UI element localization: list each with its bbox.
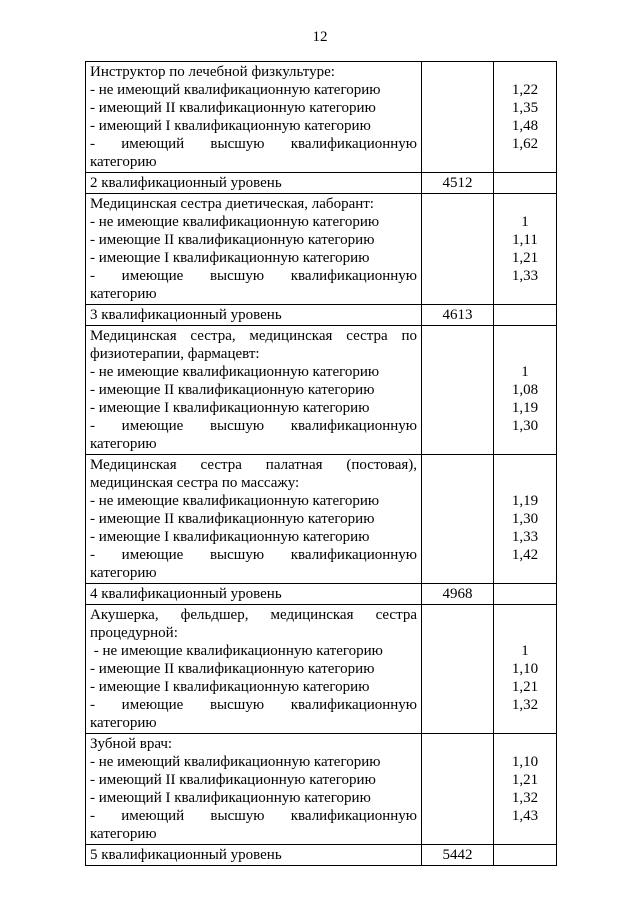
coefficient-line: 1,33 bbox=[511, 268, 539, 284]
text-line: - имеющий I квалификационную категорию bbox=[90, 118, 371, 134]
position-row bbox=[86, 455, 557, 584]
text-line: - не имеющий квалификационную категорию bbox=[90, 82, 381, 98]
coefficient-line bbox=[498, 195, 552, 213]
level-label: 2 квалификационный уровень bbox=[90, 175, 282, 191]
coefficient-line bbox=[498, 153, 552, 171]
coefficient-line bbox=[498, 606, 552, 624]
coefficient-line: 1,43 bbox=[511, 808, 539, 824]
table-body bbox=[86, 62, 557, 866]
amount-cell bbox=[422, 326, 494, 455]
text-line: - имеющий II квалификационную категорию bbox=[90, 772, 376, 788]
text-line: - имеющий I квалификационную категорию bbox=[90, 790, 371, 806]
text-line: процедурной: bbox=[90, 625, 178, 641]
text-line: - имеющие высшую квалификационную bbox=[90, 418, 417, 434]
level-row bbox=[86, 845, 557, 866]
coefficient-line bbox=[498, 345, 552, 363]
text-line: - имеющие I квалификационную категорию bbox=[90, 529, 370, 545]
text-line: - имеющий высшую квалификационную bbox=[90, 136, 417, 152]
coefficient-cell bbox=[494, 305, 557, 326]
amount-cell bbox=[422, 194, 494, 305]
position-row bbox=[86, 194, 557, 305]
coefficient-line: 1,33 bbox=[511, 529, 539, 545]
coefficient-line: 1,42 bbox=[511, 547, 539, 563]
coefficient-line bbox=[498, 435, 552, 453]
position-text-cell bbox=[86, 605, 422, 734]
position-row bbox=[86, 605, 557, 734]
text-line: - не имеющие квалификационную категорию bbox=[90, 214, 380, 230]
coefficient-line bbox=[498, 714, 552, 732]
coefficient-line: 1 bbox=[521, 364, 529, 380]
text-line: - имеющий II квалификационную категорию bbox=[90, 100, 376, 116]
amount-cell bbox=[422, 605, 494, 734]
text-line: - не имеющий квалификационную категорию bbox=[90, 754, 381, 770]
level-row bbox=[86, 584, 557, 605]
text-line: - имеющий высшую квалификационную bbox=[90, 808, 417, 824]
amount-value: 4613 bbox=[442, 307, 473, 323]
level-label-cell bbox=[86, 173, 422, 194]
position-row bbox=[86, 326, 557, 455]
text-line: Акушерка, фельдшер, медицинская сестра bbox=[90, 607, 417, 623]
coefficient-line: 1,10 bbox=[511, 754, 539, 770]
coefficient-line: 1,48 bbox=[511, 118, 539, 134]
text-line: категорию bbox=[90, 826, 157, 842]
coefficient-line: 1,21 bbox=[511, 679, 539, 695]
text-line: Медицинская сестра палатная (постовая), bbox=[90, 457, 417, 473]
coefficient-line: 1,32 bbox=[511, 790, 539, 806]
coefficient-line: 1,21 bbox=[511, 250, 539, 266]
coefficient-line: 1 bbox=[521, 643, 529, 659]
position-row bbox=[86, 734, 557, 845]
text-line: - имеющие II квалификационную категорию bbox=[90, 232, 375, 248]
text-line: - имеющие II квалификационную категорию bbox=[90, 382, 375, 398]
coefficient-line bbox=[498, 285, 552, 303]
coefficient-line: 1,10 bbox=[511, 661, 539, 677]
text-line: - имеющие I квалификационную категорию bbox=[90, 400, 370, 416]
coefficient-line bbox=[498, 456, 552, 474]
amount-value: 5442 bbox=[442, 847, 473, 863]
amount-cell bbox=[422, 173, 494, 194]
coefficient-line: 1,08 bbox=[511, 382, 539, 398]
coefficient-cell bbox=[494, 584, 557, 605]
amount-value: 4512 bbox=[442, 175, 473, 191]
coefficient-line bbox=[498, 474, 552, 492]
level-label-cell bbox=[86, 305, 422, 326]
amount-cell bbox=[422, 455, 494, 584]
coefficient-cell bbox=[494, 605, 557, 734]
coefficient-line: 1,22 bbox=[511, 82, 539, 98]
coefficient-line: 1,11 bbox=[512, 232, 538, 248]
text-line: Инструктор по лечебной физкультуре: bbox=[90, 64, 335, 80]
text-line: медицинская сестра по массажу: bbox=[90, 475, 300, 491]
text-line: - имеющие высшую квалификационную bbox=[90, 547, 417, 563]
amount-cell bbox=[422, 734, 494, 845]
text-line: - не имеющие квалификационную категорию bbox=[90, 643, 383, 659]
coefficient-line: 1,30 bbox=[511, 418, 539, 434]
coefficient-cell bbox=[494, 194, 557, 305]
level-label-cell bbox=[86, 845, 422, 866]
position-text-cell bbox=[86, 62, 422, 173]
text-line: категорию bbox=[90, 565, 157, 581]
text-line: категорию bbox=[90, 436, 157, 452]
text-line: категорию bbox=[90, 715, 157, 731]
position-text-cell bbox=[86, 194, 422, 305]
text-line: физиотерапии, фармацевт: bbox=[90, 346, 260, 362]
coefficient-cell bbox=[494, 734, 557, 845]
coefficient-line: 1,19 bbox=[511, 400, 539, 416]
position-text-cell bbox=[86, 326, 422, 455]
text-line: - имеющие II квалификационную категорию bbox=[90, 661, 375, 677]
text-line: - не имеющие квалификационную категорию bbox=[90, 493, 380, 509]
coefficient-line: 1,30 bbox=[511, 511, 539, 527]
coefficient-cell bbox=[494, 62, 557, 173]
coefficient-line: 1,32 bbox=[511, 697, 539, 713]
coefficient-cell bbox=[494, 326, 557, 455]
coefficient-line: 1,35 bbox=[511, 100, 539, 116]
text-line: - не имеющие квалификационную категорию bbox=[90, 364, 380, 380]
text-line: - имеющие I квалификационную категорию bbox=[90, 679, 370, 695]
amount-value: 4968 bbox=[442, 586, 473, 602]
coefficient-line bbox=[498, 735, 552, 753]
text-line: категорию bbox=[90, 286, 157, 302]
page-number: 12 bbox=[312, 29, 328, 45]
coefficient-line bbox=[498, 564, 552, 582]
coefficient-cell bbox=[494, 173, 557, 194]
coefficient-line bbox=[498, 624, 552, 642]
coefficient-line: 1,62 bbox=[511, 136, 539, 152]
level-row bbox=[86, 305, 557, 326]
text-line: Зубной врач: bbox=[90, 736, 173, 752]
text-line: - имеющие I квалификационную категорию bbox=[90, 250, 370, 266]
position-row bbox=[86, 62, 557, 173]
position-text-cell bbox=[86, 455, 422, 584]
amount-cell bbox=[422, 845, 494, 866]
text-line: Медицинская сестра, медицинская сестра по bbox=[90, 328, 417, 344]
text-line: - имеющие II квалификационную категорию bbox=[90, 511, 375, 527]
level-label: 3 квалификационный уровень bbox=[90, 307, 282, 323]
amount-cell bbox=[422, 584, 494, 605]
coefficient-line: 1,19 bbox=[511, 493, 539, 509]
text-line: - имеющие высшую квалификационную bbox=[90, 268, 417, 284]
coefficient-line bbox=[498, 327, 552, 345]
amount-cell bbox=[422, 62, 494, 173]
coefficient-cell bbox=[494, 845, 557, 866]
text-line: Медицинская сестра диетическая, лаборант: bbox=[90, 196, 374, 212]
position-text-cell bbox=[86, 734, 422, 845]
coefficient-line bbox=[498, 63, 552, 81]
level-label: 5 квалификационный уровень bbox=[90, 847, 282, 863]
coefficient-line bbox=[498, 825, 552, 843]
text-line: - имеющие высшую квалификационную bbox=[90, 697, 417, 713]
level-label-cell bbox=[86, 584, 422, 605]
level-row bbox=[86, 173, 557, 194]
level-label: 4 квалификационный уровень bbox=[90, 586, 282, 602]
coefficient-line: 1,21 bbox=[511, 772, 539, 788]
coefficient-cell bbox=[494, 455, 557, 584]
coefficient-line: 1 bbox=[521, 214, 529, 230]
text-line: категорию bbox=[90, 154, 157, 170]
qualification-table bbox=[85, 61, 557, 866]
amount-cell bbox=[422, 305, 494, 326]
